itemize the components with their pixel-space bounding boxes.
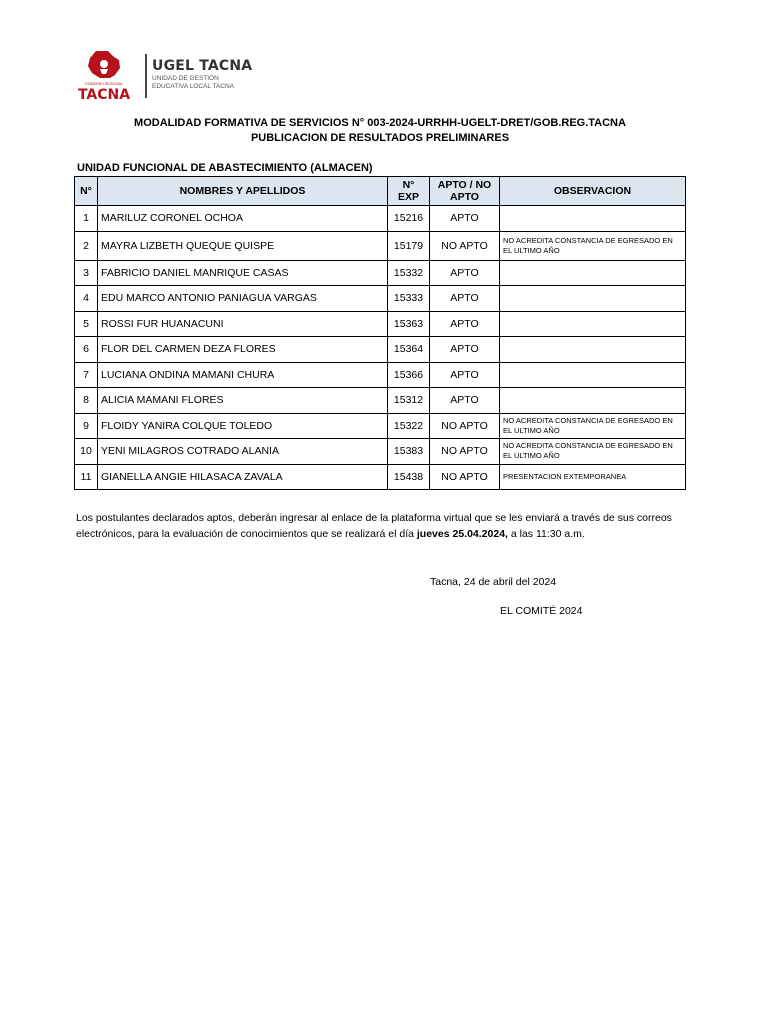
observation-cell: NO ACREDITA CONSTANCIA DE EGRESADO EN EL ULTIMO AÑO: [500, 231, 686, 260]
file-number: 15322: [388, 413, 430, 439]
header-exp: N° EXP: [388, 177, 430, 206]
applicant-name: GIANELLA ANGIE HILASACA ZAVALA: [98, 464, 388, 490]
document-title: [70, 116, 690, 145]
status-cell: APTO: [430, 286, 500, 312]
row-number: 5: [75, 311, 98, 337]
table-header-row: [75, 177, 686, 206]
brand-subtitle-line-1: UNIDAD DE GESTIÓN: [152, 75, 219, 82]
status-cell: NO APTO: [430, 439, 500, 465]
place-date: Tacna, 24 de abril del 2024: [430, 576, 557, 588]
applicant-name: EDU MARCO ANTONIO PANIAGUA VARGAS: [98, 286, 388, 312]
applicant-name: FLOR DEL CARMEN DEZA FLORES: [98, 337, 388, 363]
file-number: 15332: [388, 260, 430, 286]
logo-divider: [145, 54, 147, 98]
brand-subtitle-line-2: EDUCATIVA LOCAL TACNA: [152, 83, 234, 90]
status-cell: APTO: [430, 337, 500, 363]
note-time: a las 11:30 a.m.: [507, 528, 585, 540]
table-row: [75, 286, 686, 312]
observation-cell: NO ACREDITA CONSTANCIA DE EGRESADO EN EL ULTIMO AÑO: [500, 413, 686, 439]
table-row: [75, 260, 686, 286]
applicant-name: ROSSI FUR HUANACUNI: [98, 311, 388, 337]
applicant-name: MAYRA LIZBETH QUEQUE QUISPE: [98, 231, 388, 260]
status-cell: APTO: [430, 362, 500, 388]
observation-cell: [500, 388, 686, 414]
regional-seal-icon: [70, 48, 138, 104]
file-number: 15438: [388, 464, 430, 490]
section-title: UNIDAD FUNCIONAL DE ABASTECIMIENTO (ALMACEN): [77, 162, 373, 174]
applicant-name: MARILUZ CORONEL OCHOA: [98, 206, 388, 232]
row-number: 11: [75, 464, 98, 490]
row-number: 9: [75, 413, 98, 439]
committee-signature: EL COMITÉ 2024: [500, 605, 583, 617]
observation-cell: PRESENTACION EXTEMPORANEA: [500, 464, 686, 490]
observation-cell: [500, 337, 686, 363]
table-body: [75, 206, 686, 490]
row-number: 3: [75, 260, 98, 286]
observation-cell: [500, 260, 686, 286]
logo-caption: TACNA: [77, 87, 131, 103]
status-cell: NO APTO: [430, 231, 500, 260]
brand-name: UGEL TACNA: [152, 58, 253, 74]
status-cell: APTO: [430, 260, 500, 286]
header-num: N°: [75, 177, 98, 206]
row-number: 4: [75, 286, 98, 312]
observation-cell: [500, 206, 686, 232]
applicant-name: LUCIANA ONDINA MAMANI CHURA: [98, 362, 388, 388]
table-row: [75, 439, 686, 465]
file-number: 15312: [388, 388, 430, 414]
file-number: 15179: [388, 231, 430, 260]
results-table: [74, 176, 686, 490]
observation-cell: [500, 311, 686, 337]
observation-cell: [500, 362, 686, 388]
file-number: 15363: [388, 311, 430, 337]
table-row: [75, 231, 686, 260]
applicant-name: YENI MILAGROS COTRADO ALANIA: [98, 439, 388, 465]
status-cell: APTO: [430, 206, 500, 232]
status-cell: NO APTO: [430, 464, 500, 490]
file-number: 15364: [388, 337, 430, 363]
table-row: [75, 311, 686, 337]
instructions-note: [76, 510, 696, 542]
header-name: NOMBRES Y APELLIDOS: [98, 177, 388, 206]
table-row: [75, 413, 686, 439]
row-number: 8: [75, 388, 98, 414]
row-number: 1: [75, 206, 98, 232]
applicant-name: FLOIDY YANIRA COLQUE TOLEDO: [98, 413, 388, 439]
table-row: [75, 206, 686, 232]
row-number: 10: [75, 439, 98, 465]
table-row: [75, 388, 686, 414]
applicant-name: FABRICIO DANIEL MANRIQUE CASAS: [98, 260, 388, 286]
title-line-2: PUBLICACION DE RESULTADOS PRELIMINARES: [250, 131, 510, 144]
file-number: 15333: [388, 286, 430, 312]
applicant-name: ALICIA MAMANI FLORES: [98, 388, 388, 414]
observation-cell: [500, 286, 686, 312]
table-row: [75, 362, 686, 388]
brand-subtitle: [152, 75, 234, 91]
status-cell: APTO: [430, 388, 500, 414]
status-cell: NO APTO: [430, 413, 500, 439]
note-date: jueves 25.04.2024,: [416, 528, 508, 540]
ugel-logo: [70, 48, 270, 104]
row-number: 6: [75, 337, 98, 363]
table-row: [75, 337, 686, 363]
file-number: 15216: [388, 206, 430, 232]
title-line-1: MODALIDAD FORMATIVA DE SERVICIOS N° 003-2024-URRHH-UGELT-DRET/GOB.REG.TACNA: [134, 117, 626, 129]
row-number: 7: [75, 362, 98, 388]
header-observation: OBSERVACION: [500, 177, 686, 206]
observation-cell: NO ACREDITA CONSTANCIA DE EGRESADO EN EL ULTIMO AÑO: [500, 439, 686, 465]
file-number: 15383: [388, 439, 430, 465]
status-cell: APTO: [430, 311, 500, 337]
table-row: [75, 464, 686, 490]
header-status: APTO / NO APTO: [430, 177, 500, 206]
note-text: Los postulantes declarados aptos, deberán ingresar al enlace de la plataforma virtual que se les enviará a través de sus correos electrónicos, para la evaluación de conocimientos que se realizará el día: [76, 512, 672, 540]
row-number: 2: [75, 231, 98, 260]
logo-region-text: GOBIERNO REGIONAL: [85, 82, 123, 86]
file-number: 15366: [388, 362, 430, 388]
